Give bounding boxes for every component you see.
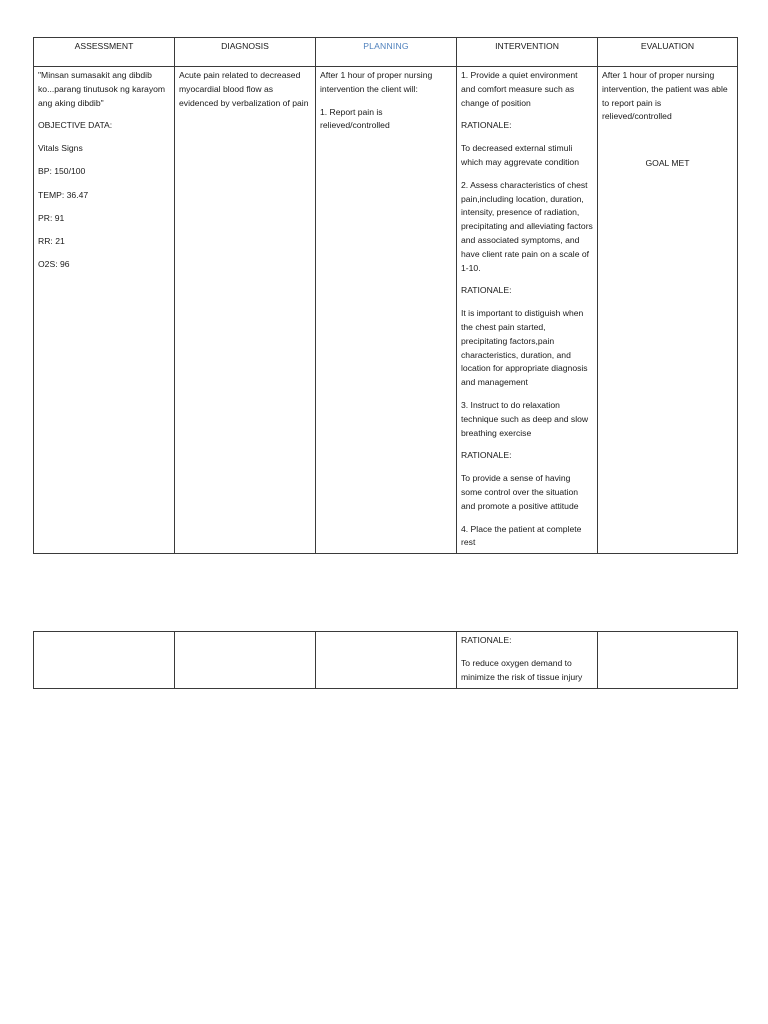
subjective-data: "Minsan sumasakit ang dibdib ko...parang tinutusok ng karayom ang aking dibdib" xyxy=(38,70,166,108)
intervention-4: 4. Place the patient at complete rest xyxy=(461,523,582,548)
vital-pr: PR: 91 xyxy=(38,212,65,223)
diagnosis-cell-continued xyxy=(175,632,316,689)
vital-rr: RR: 21 xyxy=(38,235,65,246)
rationale-label: RATIONALE: xyxy=(461,635,512,645)
planning-intro: After 1 hour of proper nursing intervention the client will: xyxy=(320,70,433,94)
assessment-header: ASSESSMENT xyxy=(34,38,175,67)
rationale-2: It is important to distiguish when the chest pain started, precipitating factors,pain characteristics, duration, and location for appropriate diagnosis and management xyxy=(461,308,588,388)
assessment-cell xyxy=(34,67,175,554)
diagnosis-cell xyxy=(175,67,316,554)
rationale-1: To decreased external stimuli which may aggrevate condition xyxy=(461,143,579,167)
continuation-row xyxy=(34,632,738,689)
goal-status: GOAL MET xyxy=(645,158,690,169)
care-plan-row xyxy=(34,67,738,554)
rationale-4: To reduce oxygen demand to minimize the risk of tissue injury xyxy=(461,657,583,682)
planning-goal: 1. Report pain is relieved/controlled xyxy=(320,106,390,131)
evaluation-cell xyxy=(598,67,738,554)
planning-cell xyxy=(316,67,457,554)
planning-cell-continued xyxy=(316,632,457,689)
assessment-cell-continued xyxy=(34,632,175,689)
intervention-header: INTERVENTION xyxy=(457,38,598,67)
vital-signs-list xyxy=(38,142,170,272)
intervention-3: 3. Instruct to do relaxation technique such as deep and slow breathing exercise xyxy=(461,399,589,438)
rationale-label: RATIONALE: xyxy=(461,120,512,131)
evaluation-text: After 1 hour of proper nursing intervention, the patient was able to report pain is relieved/controlled xyxy=(602,70,728,122)
intervention-1: 1. Provide a quiet environment and comfort measure such as change of position xyxy=(461,70,578,108)
vital-bp: BP: 150/100 xyxy=(38,166,86,177)
planning-header: PLANNING xyxy=(316,38,457,67)
objective-data-label: OBJECTIVE DATA: xyxy=(38,120,113,131)
intervention-2: 2. Assess characteristics of chest pain,including location, duration, intensity, presence of radiation, precipitating and alleviating factors and associated symptoms, and have client rate pain on a scale of 1-10. xyxy=(461,179,593,273)
intervention-cell xyxy=(457,67,598,554)
vital-temp: TEMP: 36.47 xyxy=(38,189,89,200)
header-row xyxy=(34,38,738,67)
rationale-label: RATIONALE: xyxy=(461,285,512,296)
diagnosis-header: DIAGNOSIS xyxy=(175,38,316,67)
nursing-care-plan-continuation-table xyxy=(33,631,738,689)
rationale-3: To provide a sense of having some control over the situation and promote a positive attitude xyxy=(461,473,579,511)
nursing-care-plan-table xyxy=(33,37,738,554)
rationale-label: RATIONALE: xyxy=(461,450,512,461)
diagnosis-text: Acute pain related to decreased myocardial blood flow as evidenced by verbalization of pain xyxy=(179,70,309,108)
vitals-label: Vitals Signs xyxy=(38,143,83,154)
evaluation-header: EVALUATION xyxy=(598,38,738,67)
intervention-cell-continued xyxy=(457,632,598,689)
evaluation-cell-continued xyxy=(598,632,738,689)
vital-o2s: O2S: 96 xyxy=(38,259,70,270)
